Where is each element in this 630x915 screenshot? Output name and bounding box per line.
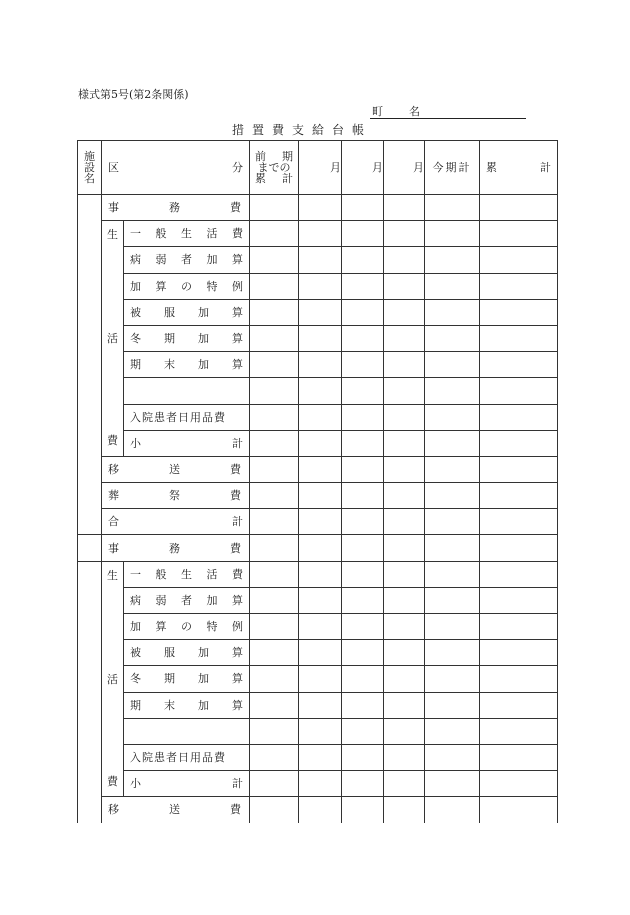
town-name-field[interactable] <box>370 103 526 119</box>
table-row <box>78 247 558 273</box>
table-row <box>78 692 558 718</box>
row-inpatient-goods-label: 入院患者日用品費 <box>124 744 250 770</box>
table-row <box>78 273 558 299</box>
table-row <box>78 483 558 509</box>
row-blank-label[interactable] <box>124 378 250 404</box>
table-row <box>78 587 558 613</box>
table-row <box>78 535 558 561</box>
living-expense-group-label: 生 活 費 <box>102 561 124 797</box>
row-subtotal-label: 小 計 <box>124 771 250 797</box>
facility-name-cell[interactable] <box>78 195 102 535</box>
row-funeral-label: 葬 祭 費 <box>102 483 250 509</box>
row-yearend-addition-label: 期 末 加 算 <box>124 692 250 718</box>
facility-name-cell[interactable] <box>78 561 102 822</box>
col-month-3: 月 <box>384 141 425 195</box>
table-row <box>78 666 558 692</box>
row-sick-addition-label: 病 弱 者 加 算 <box>124 587 250 613</box>
living-expense-group-label: 生 活 費 <box>102 221 124 457</box>
town-label-char-1: 町 <box>372 105 383 118</box>
col-month-1: 月 <box>299 141 342 195</box>
table-row <box>78 744 558 770</box>
table-row <box>78 640 558 666</box>
col-cumulative-total: 累 計 <box>480 141 558 195</box>
row-office-expense-label: 事 務 費 <box>102 535 250 561</box>
row-yearend-addition-label: 期 末 加 算 <box>124 352 250 378</box>
table-row <box>78 430 558 456</box>
row-total-label: 合 計 <box>102 509 250 535</box>
row-office-expense-label: 事 務 費 <box>102 195 250 221</box>
row-sick-addition-label: 病 弱 者 加 算 <box>124 247 250 273</box>
table-row <box>78 325 558 351</box>
ledger-table <box>77 140 558 823</box>
table-row <box>78 404 558 430</box>
row-clothing-addition-label: 被 服 加 算 <box>124 640 250 666</box>
row-clothing-addition-label: 被 服 加 算 <box>124 299 250 325</box>
form-number-label: 様式第5号(第2条関係) <box>78 88 189 101</box>
header-row <box>78 141 558 195</box>
row-general-living-label: 一 般 生 活 費 <box>124 561 250 587</box>
table-row <box>78 797 558 823</box>
row-winter-addition-label: 冬 期 加 算 <box>124 325 250 351</box>
col-month-2: 月 <box>342 141 384 195</box>
ledger-title: 措置費支給台帳 <box>232 123 373 137</box>
row-subtotal-label: 小 計 <box>124 430 250 456</box>
col-this-period-total: 今期計 <box>425 141 480 195</box>
table-row <box>78 509 558 535</box>
table-row <box>78 221 558 247</box>
row-inpatient-goods-label: 入院患者日用品費 <box>124 404 250 430</box>
row-winter-addition-label: 冬 期 加 算 <box>124 666 250 692</box>
town-label-char-2: 名 <box>409 105 420 118</box>
row-addition-special-label: 加 算 の 特 例 <box>124 614 250 640</box>
table-row <box>78 614 558 640</box>
table-row <box>78 456 558 482</box>
row-general-living-label: 一 般 生 活 費 <box>124 221 250 247</box>
row-transport-label: 移 送 費 <box>102 797 250 823</box>
table-row <box>78 771 558 797</box>
table-row <box>78 195 558 221</box>
facility-name-cell[interactable] <box>78 535 102 561</box>
table-row <box>78 352 558 378</box>
table-row <box>78 561 558 587</box>
col-category: 区 分 <box>102 141 250 195</box>
row-addition-special-label: 加 算 の 特 例 <box>124 273 250 299</box>
table-row <box>78 378 558 404</box>
row-transport-label: 移 送 費 <box>102 456 250 482</box>
table-row <box>78 718 558 744</box>
col-facility-name: 施 設 名 <box>78 141 102 195</box>
col-previous-cumulative: 前 期 までの 累 計 <box>250 141 299 195</box>
row-blank-label[interactable] <box>124 718 250 744</box>
table-row <box>78 299 558 325</box>
